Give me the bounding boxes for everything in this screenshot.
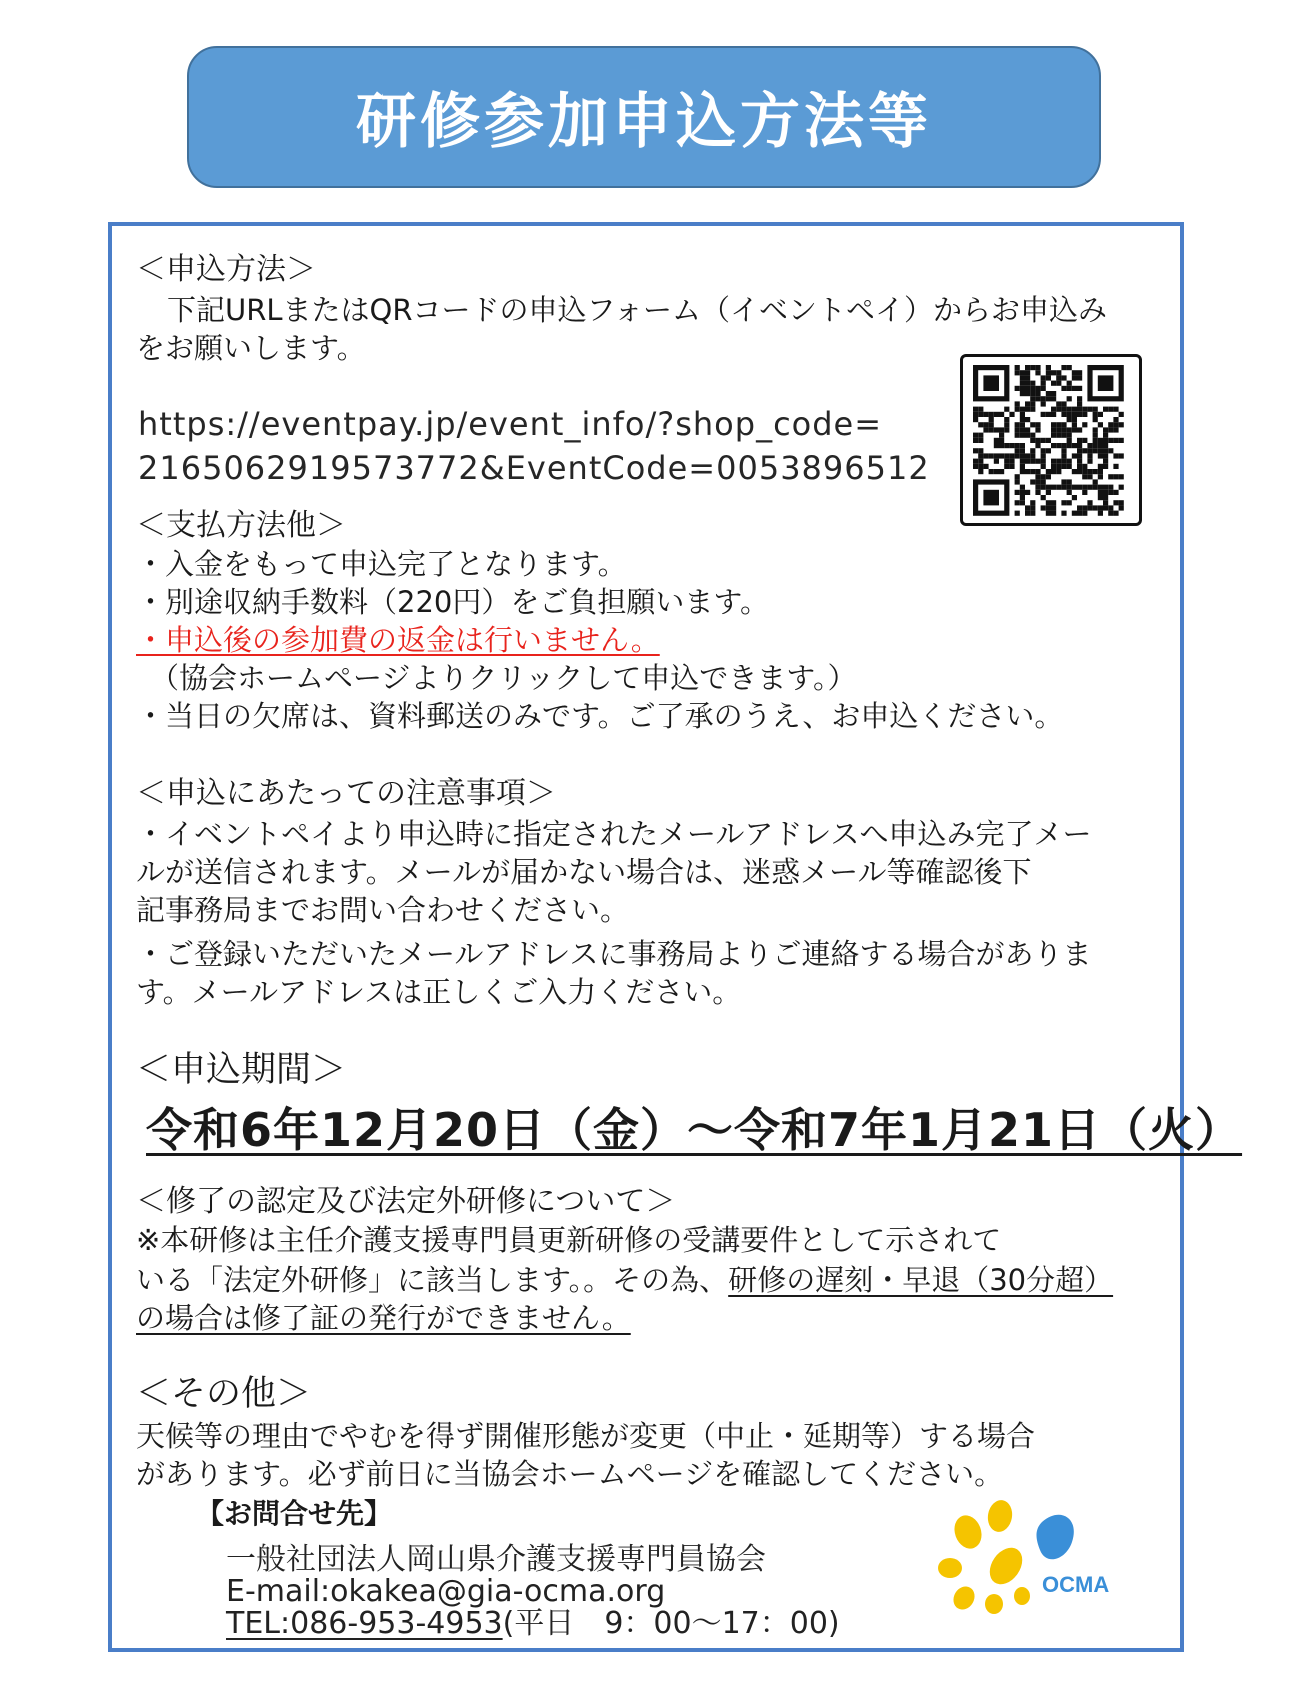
payment-line-2: ・別途収納手数料（220円）をご負担願います。 bbox=[136, 585, 770, 619]
contact-email[interactable]: E-mail:okakea@gia-ocma.org bbox=[226, 1574, 666, 1609]
notes-line-5: す。メールアドレスは正しくご入力ください。 bbox=[136, 975, 742, 1009]
notes-line-4: ・ご登録いただいたメールアドレスに事務局よりご連絡する場合がありま bbox=[136, 937, 1092, 971]
completion-line-2-text: いる「法定外研修」に該当します。。その為、 bbox=[136, 1263, 729, 1297]
contact-heading: 【お問合せ先】 bbox=[196, 1497, 393, 1530]
notes-line-2: ルが送信されます。メールが届かない場合は、迷惑メール等確認後下 bbox=[136, 855, 1032, 889]
refund-warning: ・申込後の参加費の返金は行いません。 bbox=[136, 623, 660, 657]
method-line-2: をお願いします。 bbox=[136, 331, 366, 365]
payment-line-5: ・当日の欠席は、資料郵送のみです。ご了承のうえ、お申込ください。 bbox=[136, 699, 1064, 733]
period-heading: ＜申込期間＞ bbox=[136, 1050, 347, 1090]
contact-org: 一般社団法人岡山県介護支援専門員協会 bbox=[226, 1542, 766, 1577]
notes-line-3: 記事務局までお問い合わせください。 bbox=[136, 893, 630, 927]
payment-line-4: （協会ホームページよりクリックして申込できます。） bbox=[150, 661, 857, 695]
notes-line-1: ・イベントペイより申込時に指定されたメールアドレスへ申込み完了メー bbox=[136, 817, 1092, 851]
completion-heading: ＜修了の認定及び法定外研修について＞ bbox=[136, 1184, 676, 1219]
application-period: 令和6年12月20日（金）～令和7年1月21日（火） bbox=[146, 1103, 1243, 1157]
completion-line-3: の場合は修了証の発行ができません。 bbox=[136, 1301, 631, 1335]
completion-line-2 bbox=[136, 1262, 1113, 1298]
qr-code[interactable] bbox=[960, 354, 1142, 526]
payment-line-1: ・入金をもって申込完了となります。 bbox=[136, 547, 627, 581]
ocma-logo-icon bbox=[930, 1488, 1110, 1628]
method-heading: ＜申込方法＞ bbox=[136, 252, 316, 287]
logo-text: OCMA bbox=[1042, 1572, 1110, 1597]
contact-phone-line bbox=[226, 1608, 840, 1640]
completion-late-notice: 研修の遅刻・早退（30分超） bbox=[728, 1263, 1114, 1297]
application-url-line-1[interactable]: https://eventpay.jp/event_info/?shop_code= bbox=[138, 405, 883, 443]
other-heading: ＜その他＞ bbox=[136, 1374, 312, 1414]
other-line-2: があります。必ず前日に当協会ホームページを確認してください。 bbox=[136, 1457, 1004, 1491]
application-url-line-2[interactable]: 2165062919573772&EventCode=0053896512 bbox=[138, 449, 930, 487]
contact-hours: (平日 9：00～17：00) bbox=[502, 1606, 840, 1641]
notes-heading: ＜申込にあたっての注意事項＞ bbox=[136, 776, 556, 811]
payment-heading: ＜支払方法他＞ bbox=[136, 508, 346, 543]
completion-line-1: ※本研修は主任介護支援専門員更新研修の受講要件として示されて bbox=[136, 1223, 1002, 1257]
method-line-1: 下記URLまたはQRコードの申込フォーム（イベントペイ）からお申込み bbox=[138, 293, 1108, 327]
qr-code-icon bbox=[963, 357, 1139, 523]
page-title: 研修参加申込方法等 bbox=[356, 87, 932, 157]
contact-phone[interactable]: TEL:086-953-4953 bbox=[226, 1606, 503, 1641]
other-line-1: 天候等の理由でやむを得ず開催形態が変更（中止・延期等）する場合 bbox=[136, 1419, 1036, 1453]
ocma-logo bbox=[930, 1488, 1110, 1628]
title-banner bbox=[187, 46, 1101, 188]
